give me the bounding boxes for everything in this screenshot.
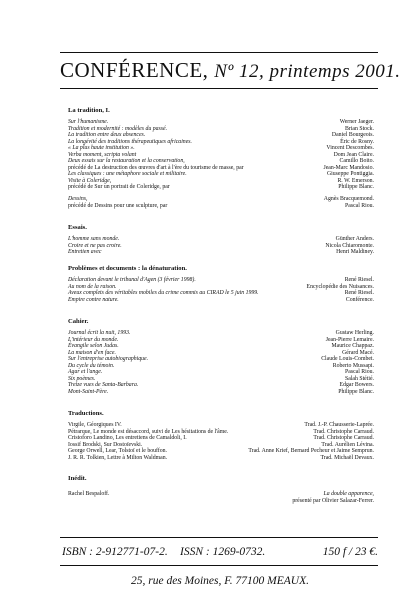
toc-title: La maison d'en face. [68,349,116,356]
toc-title: La longévité des traditions thérapeutiques africaines. [68,138,192,145]
toc-author: Trad. Aurélien Lévina. [321,441,374,448]
section-title: Traductions. [68,410,104,417]
toc-author: Vincent Descombes. [326,145,374,151]
toc-title: Verba moment, scripta volant [68,151,137,158]
toc-title: Journal écrit la nuit, 1993. [68,330,131,336]
toc-title: Dessins, [68,196,88,202]
toc-title: précédé de La destruction des œuvres d'art à l'ère du tourisme de masse, par [68,164,244,171]
toc-title: Sur l'entreprise autobiographique. [68,356,149,362]
toc-author: Salah Stétié. [345,375,374,382]
toc-title: « La plus haute institution ». [68,145,135,151]
toc-title: Cristoforo Landino, Les entretiens de Camaldoli, I. [68,435,187,441]
issue-label: Nº 12, printemps 2001. [214,61,401,82]
issn: ISSN : 1269-0732. [180,546,266,558]
toc-title: La double apparence, [323,491,374,497]
toc-title: Sur l'humanisme. [68,119,109,125]
toc-title: Deux essais sur la restauration et la conservation, [68,158,185,164]
toc-author: Günther Anders. [335,236,374,242]
toc-title: Du cycle du témoin. [68,362,115,369]
address: 25, rue des Moines, F. 77100 MEAUX. [130,575,309,587]
section-title: Cahier. [68,318,89,325]
toc-author: Agnès Bracquemond. [323,196,374,202]
section-title: Problèmes et documents : la dénaturation. [68,265,187,272]
toc-author: Henri Maldiney. [336,249,374,255]
toc-author: Roberto Mussapi. [332,362,374,369]
toc-author: Philippe Blanc. [338,388,374,395]
toc-title: Empire contre nature. [68,296,119,303]
toc-author: Conférence. [345,296,374,303]
isbn: ISBN : 2-912771-07-2. [62,546,168,558]
toc-author: Trad. Anne Krief, Bernard Pecheur et Jaime Semprun. [248,448,374,454]
toc-author: Rachel Bespaloff. [68,491,110,497]
toc-author: Éric de Rosny. [340,138,374,145]
price: 150 f / 23 €. [322,546,378,558]
toc-author: Gustaw Herling. [335,330,374,336]
toc-author: Trad. Christophe Carraud. [313,435,374,441]
toc-title: J. R. R. Tolkien, Lettre à Milton Waldman. [68,454,168,461]
toc-title: Les classiques : une métaphore sociale et militaire. [68,171,187,177]
footer-rule-top [60,537,378,538]
toc-title: Mont-Saint-Père. [68,388,109,395]
toc-author: Trad. Christophe Carraud. [313,428,374,435]
toc-title: Évangile selon Judas. [68,343,119,349]
toc-author: Encyclopédie des Nuisances. [306,283,374,290]
toc-title: précédé de Dessins pour une sculpture, par [68,202,168,209]
toc-title: Six poèmes. [68,375,96,382]
toc-author: Dom Jean Claire. [333,151,374,158]
toc-author: Nicola Chiaromonte. [325,242,374,249]
toc-author: Pascal Riou. [345,202,374,209]
section-title: Inédit. [68,475,87,482]
toc-author: Camillo Boito. [339,158,374,164]
section-title: Essais. [68,224,87,231]
toc-author: Brian Stock. [345,125,374,132]
section-title: La tradition, I. [68,107,110,114]
toc-title: Tradition et modernité : modèles du passé. [68,125,168,132]
toc-title: Croire et ne pas croire. [68,242,122,249]
toc-title: Aveux complets des véritables mobiles du crime commis au CIRAD le 5 juin 1999. [68,290,259,296]
toc-title: précédé de Sur un portrait de Coleridge, par [68,184,170,190]
toc-author: Daniel Bourgeois. [331,132,374,138]
toc-title: Agar et l'ange. [68,369,103,375]
toc-title: Treize vues de Santa-Barbara. [68,382,139,388]
toc-author: René Riesel. [344,277,374,283]
header-rule [60,88,378,89]
page-title [60,58,401,83]
toc-author: René Riesel. [344,290,374,296]
toc-author: Gérard Macé. [342,349,374,356]
top-rule [60,52,378,53]
footer-rule-bottom [60,565,378,566]
toc-author: Edgar Bowers. [339,382,374,388]
toc-title: L'intérieur du monde. [68,336,119,343]
toc-author: présenté par Olivier Salazar-Ferrer. [292,497,374,504]
toc-title: Iossif Brodski, Sur Dostoïevski. [68,441,143,448]
toc-author: Pascal Riou. [345,369,374,375]
toc-title: Pétrarque, Le monde est désaccord, suivi de Les hésitations de l'âme. [68,428,229,435]
toc-author: Maurice Chappaz. [331,343,374,349]
toc-author: R. W. Emerson. [337,177,374,184]
toc-author: Philippe Blanc. [338,184,374,190]
toc-title: La tradition entre deux absences. [68,132,146,138]
toc-title: Virgile, Géorgiques IV. [68,422,122,428]
toc-title: Déclaration devant le tribunal d'Agen (3 février 1998). [68,277,196,283]
toc-title: Au nom de la raison. [68,283,117,290]
toc-author: Jean-Marc Mandosio. [323,164,374,171]
toc-author: Giuseppe Pontiggia. [326,171,374,177]
journal-name: CONFÉRENCE, [60,58,209,82]
toc-author: Jean-Pierre Lemaire. [325,336,374,343]
toc-author: Claude Louis-Combet. [321,356,374,362]
toc-author: Trad. Michaël Devaux. [320,454,374,461]
toc-author: Werner Jaeger. [339,119,374,125]
toc-title: Entretien avec [68,249,102,255]
toc-title: George Orwell, Lear, Tolstoï et le bouffon. [68,448,168,454]
toc-title: L'homme sans monde. [68,236,120,242]
toc-author: Trad. J.-P. Chausserie-Laprée. [304,422,374,428]
toc-title: Visite à Coleridge, [68,177,112,184]
